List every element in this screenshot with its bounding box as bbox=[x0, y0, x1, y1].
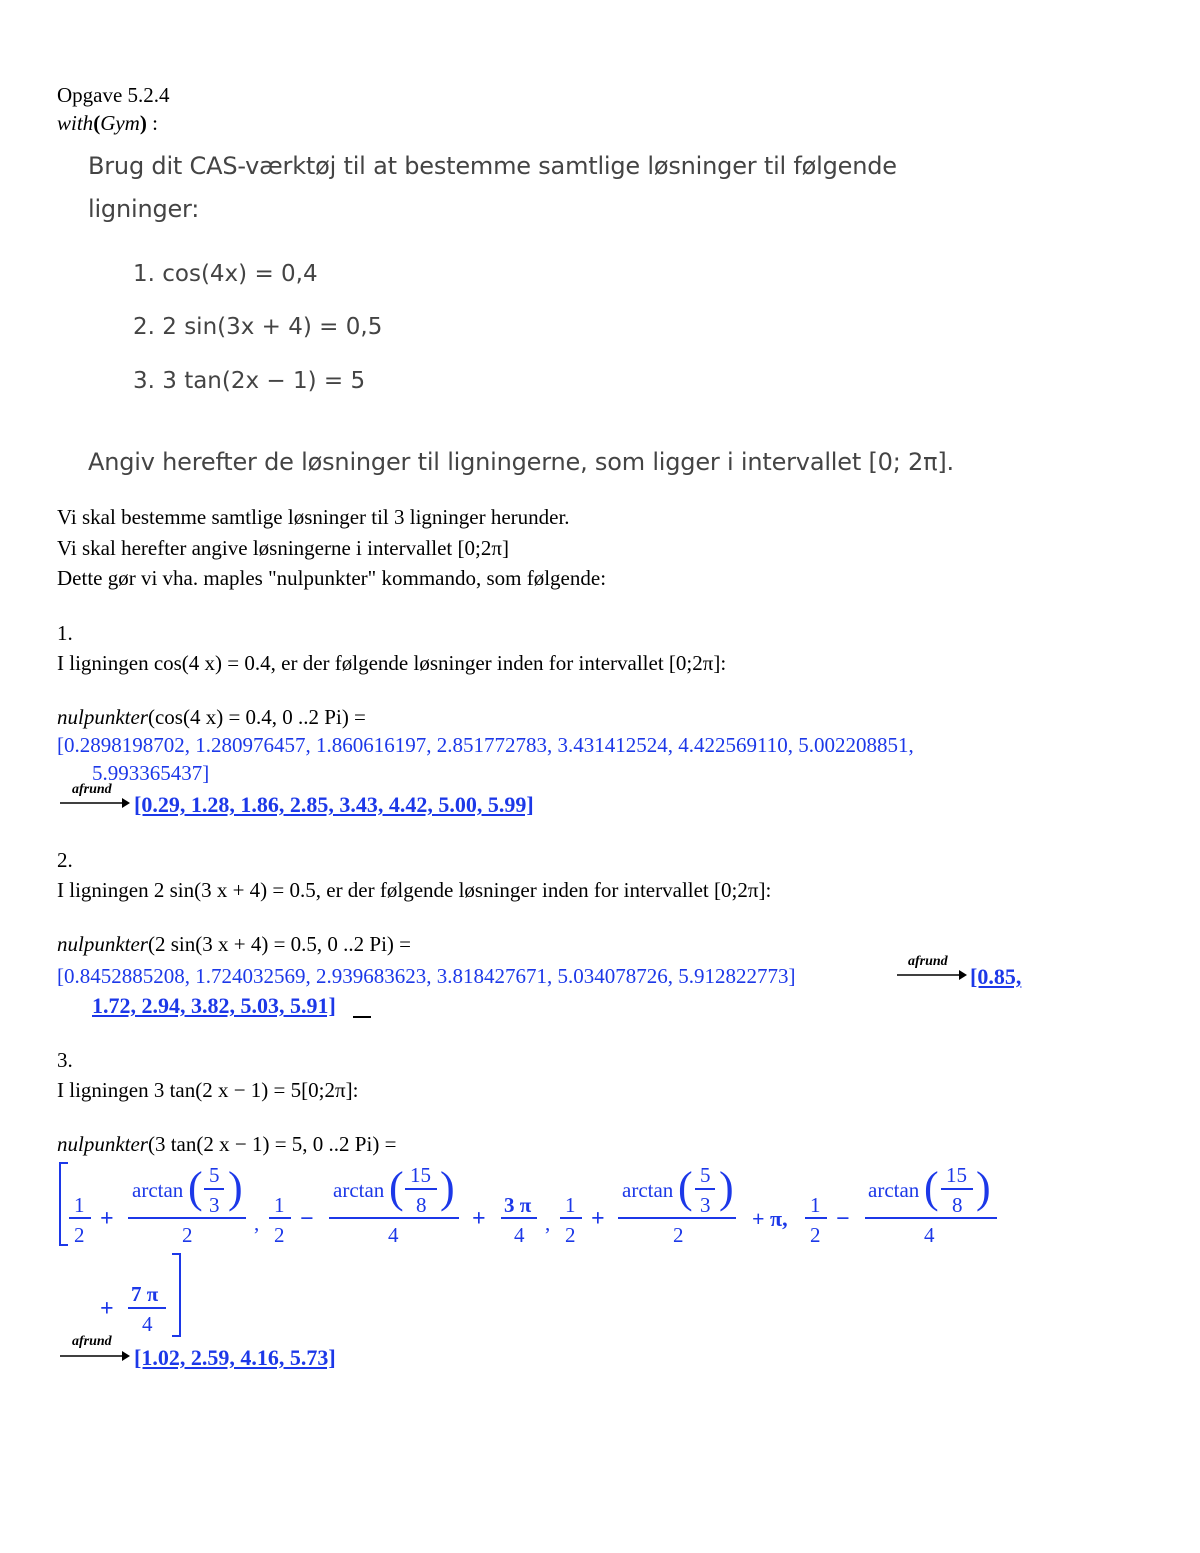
comma: , bbox=[545, 1211, 551, 1235]
problem2-command-name: nulpunkter bbox=[57, 932, 148, 956]
task-outro: Angiv herefter de løsninger til ligningerne, som ligger i intervallet [0; 2π]. bbox=[88, 448, 954, 476]
problem3-rounded-result: [1.02, 2.59, 4.16, 5.73] bbox=[134, 1345, 336, 1370]
frac-den: 4 bbox=[514, 1223, 525, 1247]
minus-sign: − bbox=[836, 1206, 850, 1232]
frac-den: 8 bbox=[952, 1193, 963, 1217]
frac-num: 3 π bbox=[504, 1193, 532, 1217]
frac-num: 1 bbox=[274, 1193, 285, 1217]
arctan-label: arctan bbox=[333, 1178, 385, 1202]
paren: ) bbox=[976, 1163, 991, 1212]
problem2-number: 2. bbox=[57, 848, 73, 872]
problem1-command-name: nulpunkter bbox=[57, 705, 148, 729]
problem2-rounded-part2: 1.72, 2.94, 3.82, 5.03, 5.91] bbox=[92, 993, 336, 1018]
intro-line2: Vi skal herefter angive løsningerne i intervallet [0;2π] bbox=[57, 536, 509, 560]
comma: , bbox=[254, 1211, 260, 1235]
plus-pi: + π, bbox=[752, 1206, 788, 1231]
plus-sign: + bbox=[100, 1206, 114, 1232]
frac-den: 3 bbox=[700, 1193, 711, 1217]
frac-den: 4 bbox=[924, 1223, 935, 1247]
problem3-command bbox=[57, 1131, 396, 1157]
frac-num: 1 bbox=[74, 1193, 85, 1217]
intro-line1: Vi skal bestemme samtlige løsninger til 3 ligninger herunder. bbox=[57, 505, 570, 529]
frac-den: 3 bbox=[209, 1193, 220, 1217]
arctan-label: arctan bbox=[868, 1178, 920, 1202]
frac-den: 2 bbox=[182, 1223, 193, 1247]
frac-den: 4 bbox=[142, 1312, 153, 1336]
task-equation-2: 2. 2 sin(3x + 4) = 0,5 bbox=[133, 314, 383, 340]
with-statement: with(Gym) : bbox=[57, 111, 158, 135]
frac-den: 2 bbox=[810, 1223, 821, 1247]
problem1-result-line2: 5.993365437] bbox=[92, 761, 210, 785]
frac-num: 7 π bbox=[131, 1282, 159, 1306]
paren: ( bbox=[188, 1163, 203, 1212]
frac-den: 8 bbox=[416, 1193, 427, 1217]
frac-den: 2 bbox=[565, 1223, 576, 1247]
problem1-rounded-result: [0.29, 1.28, 1.86, 2.85, 3.43, 4.42, 5.00, 5.99] bbox=[134, 792, 534, 817]
big-bracket-right bbox=[179, 1253, 181, 1337]
task-equation-1: 1. cos(4x) = 0,4 bbox=[133, 261, 318, 287]
problem3-statement: I ligningen 3 tan(2 x − 1) = 5[0;2π]: bbox=[57, 1078, 359, 1102]
problem1-command-args: (cos(4 x) = 0.4, 0 ..2 Pi) = bbox=[147, 705, 366, 729]
problem3-number: 3. bbox=[57, 1048, 73, 1072]
problem2-statement: I ligningen 2 sin(3 x + 4) = 0.5, er der følgende løsninger inden for intervallet [0;2π]: bbox=[57, 878, 772, 902]
problem2-rounded-part1: [0.85, bbox=[970, 964, 1022, 989]
arctan-label: arctan bbox=[622, 1178, 674, 1202]
with-command: with bbox=[57, 111, 94, 135]
frac-den: 4 bbox=[388, 1223, 399, 1247]
paren: ( bbox=[678, 1163, 693, 1212]
frac-num: 5 bbox=[700, 1163, 711, 1187]
frac-den: 2 bbox=[274, 1223, 285, 1247]
paren: ) bbox=[440, 1163, 455, 1212]
paren: ) bbox=[228, 1163, 243, 1212]
plus-sign: + bbox=[472, 1206, 486, 1232]
page-title: Opgave 5.2.4 bbox=[57, 83, 170, 107]
paren: ( bbox=[389, 1163, 404, 1212]
frac-den: 2 bbox=[673, 1223, 684, 1247]
plus-sign: + bbox=[591, 1206, 605, 1232]
with-colon: : bbox=[152, 111, 158, 135]
problem3-command-name: nulpunkter bbox=[57, 1132, 148, 1156]
task-equation-3: 3. 3 tan(2x − 1) = 5 bbox=[133, 368, 366, 394]
problem2-command bbox=[57, 931, 411, 957]
problem1-statement: I ligningen cos(4 x) = 0.4, er der følgende løsninger inden for intervallet [0;2π]: bbox=[57, 651, 727, 675]
paren: ( bbox=[924, 1163, 939, 1212]
problem1-result-line1: [0.2898198702, 1.280976457, 1.860616197, 2.851772783, 3.431412524, 4.422569110, 5.002208851, bbox=[57, 733, 914, 757]
plus-sign: + bbox=[100, 1296, 114, 1322]
problem2-arrow-label: afrund bbox=[908, 954, 948, 969]
problem1-command bbox=[57, 704, 366, 730]
arctan-label: arctan bbox=[132, 1178, 184, 1202]
with-argument: Gym bbox=[100, 111, 140, 135]
problem2-underline-tail bbox=[353, 1016, 371, 1018]
frac-num: 15 bbox=[410, 1163, 431, 1187]
problem3-arrow-label: afrund bbox=[72, 1334, 112, 1349]
problem1-arrow-label: afrund bbox=[72, 782, 112, 797]
problem2-result: [0.8452885208, 1.724032569, 2.939683623, 3.818427671, 5.034078726, 5.912822773] bbox=[57, 964, 796, 988]
problem3-command-args: (3 tan(2 x − 1) = 5, 0 ..2 Pi) = bbox=[147, 1132, 397, 1156]
problem1-number: 1. bbox=[57, 621, 73, 645]
frac-num: 5 bbox=[209, 1163, 220, 1187]
frac-num: 1 bbox=[810, 1193, 821, 1217]
frac-num: 15 bbox=[946, 1163, 967, 1187]
big-bracket-left bbox=[59, 1162, 61, 1246]
task-intro-line1: Brug dit CAS-værktøj til at bestemme samtlige løsninger til følgende bbox=[88, 152, 897, 180]
paren: ) bbox=[719, 1163, 734, 1212]
frac-num: 1 bbox=[565, 1193, 576, 1217]
problem1-arrow-icon bbox=[58, 796, 130, 810]
frac-den: 2 bbox=[74, 1223, 85, 1247]
minus-sign: − bbox=[300, 1206, 314, 1232]
problem2-arrow-icon bbox=[895, 968, 967, 982]
task-intro-line2: ligninger: bbox=[88, 195, 200, 223]
problem3-arrow-icon bbox=[58, 1349, 130, 1363]
intro-line3: Dette gør vi vha. maples "nulpunkter" kommando, som følgende: bbox=[57, 566, 607, 590]
problem2-command-args: (2 sin(3 x + 4) = 0.5, 0 ..2 Pi) = bbox=[147, 932, 412, 956]
